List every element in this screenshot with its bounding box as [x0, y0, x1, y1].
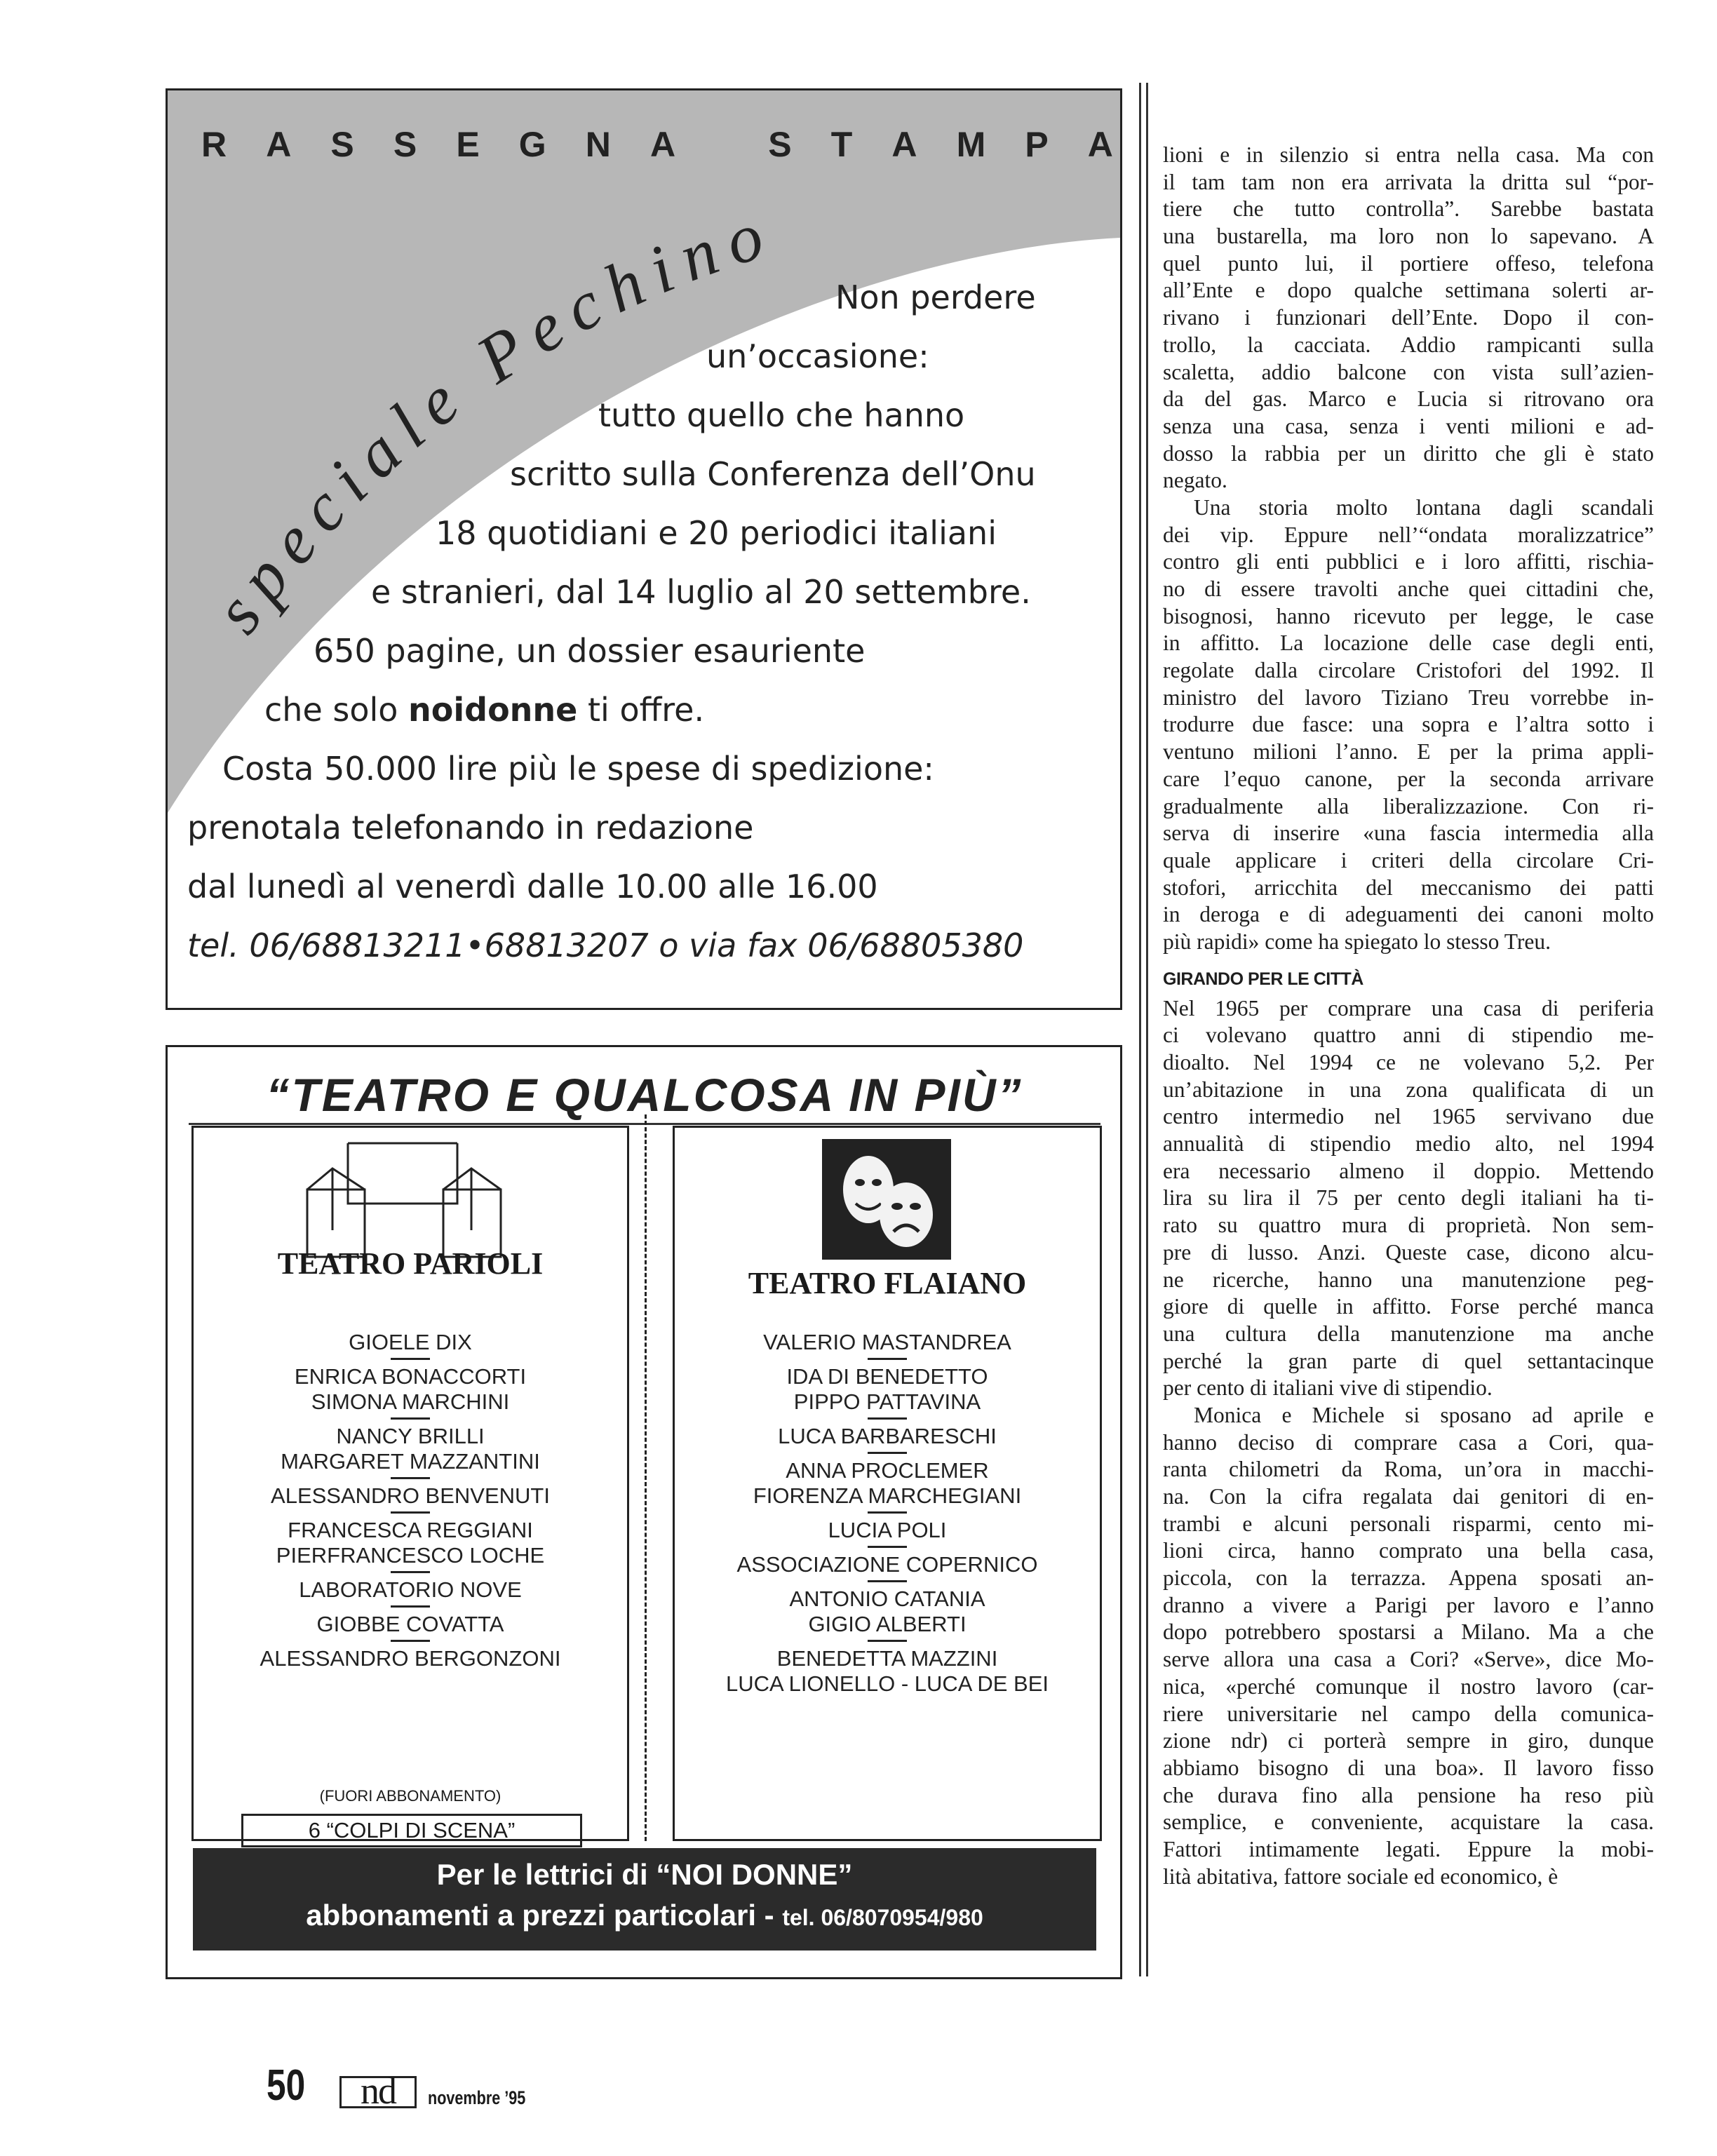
cast-entry	[194, 1577, 627, 1608]
separator-rule	[391, 1511, 430, 1514]
separator-rule	[868, 1358, 907, 1360]
separator-rule	[868, 1546, 907, 1548]
issue-date: novembre ’95	[428, 2087, 526, 2108]
article-line: in deroga e di adeguamenti dei canoni molto	[1163, 902, 1654, 927]
performer-name: VALERIO MASTANDREA	[763, 1330, 1011, 1354]
teatro-flaiano-column	[673, 1126, 1102, 1841]
article-line: abbiamo bisogno di una boa». Il lavoro fisso	[1163, 1755, 1654, 1780]
performer-name: LUCA LIONELLO - LUCA DE BEI	[725, 1671, 1049, 1696]
subscription-banner	[193, 1848, 1096, 1950]
fuori-abbonamento-note: (FUORI ABBONAMENTO)	[319, 1787, 501, 1805]
article-line: centro intermedio nel 1965 servivano due	[1163, 1104, 1654, 1129]
rassegna-stampa-ad	[166, 88, 1122, 1010]
article-line: ci volevano quattro anni di stipendio me-	[1163, 1023, 1654, 1048]
article-line: dranno a vivere a Parigi per lavoro e l’anno	[1163, 1592, 1654, 1617]
teatro-title: “TEATRO E QUALCOSA IN PIÙ”	[266, 1069, 1023, 1121]
performer-name: ANTONIO CATANIA	[789, 1586, 985, 1611]
performer-name: ANNA PROCLEMER	[786, 1458, 989, 1483]
separator-rule	[391, 1571, 430, 1573]
header-letter: N	[585, 125, 611, 164]
cast-entry	[675, 1518, 1100, 1548]
article-line: serva di inserire «una fascia intermedia alla	[1163, 821, 1654, 846]
article-line: Una storia molto lontana dagli scandali	[1194, 494, 1654, 520]
cast-entry	[194, 1330, 627, 1360]
performer-name: ASSOCIAZIONE COPERNICO	[736, 1552, 1038, 1577]
article-line: negato.	[1163, 468, 1227, 493]
header-letter: E	[456, 125, 480, 164]
section-subhead: GIRANDO PER LE CITTÀ	[1163, 969, 1364, 989]
performer-name: NANCY BRILLI	[336, 1424, 485, 1448]
article-line: na. Con la cifra regalata dai genitori di en-	[1163, 1484, 1654, 1509]
article-line: senza una casa, senza i venti milioni e ad-	[1163, 413, 1654, 438]
article-line: il tam tam non era arrivata la dritta sul “por-	[1163, 169, 1654, 194]
banner-line-2: abbonamenti a prezzi particolari - tel. 06/8070954/980	[306, 1899, 983, 1932]
article-line: rato su quattro mura di proprietà. Non sem-	[1163, 1213, 1654, 1238]
cast-entry	[194, 1364, 627, 1420]
column-rule	[1146, 83, 1148, 1976]
cast-entry	[675, 1364, 1100, 1420]
article-line: lira su lira il 75 per cento degli italiani ha ti-	[1163, 1185, 1654, 1211]
header-letter: S	[393, 125, 417, 164]
article-line: trambi e alcuni personali risparmi, cento mi-	[1163, 1511, 1654, 1536]
header-letter: A	[266, 125, 292, 164]
cast-entry	[194, 1424, 627, 1479]
performer-name: PIERFRANCESCO LOCHE	[276, 1543, 545, 1568]
separator-rule	[868, 1452, 907, 1454]
ad-line: Costa 50.000 lire più le spese di spedizione:	[222, 750, 934, 788]
performer-name: LUCA BARBARESCHI	[778, 1424, 997, 1448]
article-line: quel punto lui, il portiere offeso, telefona	[1163, 250, 1654, 276]
banner-line-1: Per le lettrici di “NOI DONNE”	[436, 1858, 853, 1891]
header-letter: R	[201, 125, 227, 164]
speciale-pechino-text: speciale Pechino	[199, 194, 784, 647]
article-line: lioni e in silenzio si entra nella casa. Ma con	[1163, 142, 1654, 167]
article-line: che durava fino alla pensione ha reso più	[1163, 1782, 1654, 1807]
article-line: stofori, arricchita del meccanismo dei patti	[1163, 875, 1654, 900]
cast-entry	[675, 1586, 1100, 1642]
header-letter: S	[768, 125, 792, 164]
ad-line: dal lunedì al venerdì dalle 10.00 alle 16.00	[187, 868, 878, 905]
ad-line: scritto sulla Conferenza dell’Onu	[510, 455, 1036, 493]
article-line: trollo, la cacciata. Addio rampicanti sulla	[1163, 332, 1654, 357]
article-line: scaletta, addio balcone con vista sull’azien-	[1163, 359, 1654, 384]
article-line: ne ricerche, hanno una manutenzione peg-	[1163, 1267, 1654, 1292]
article-line: quale applicare i criteri della circolare Cri-	[1163, 847, 1654, 872]
teatro-ad	[166, 1045, 1122, 1979]
performer-name: IDA DI BENEDETTO	[786, 1364, 988, 1389]
separator-rule	[391, 1640, 430, 1642]
cast-entry	[675, 1424, 1100, 1454]
ad-line: Non perdere	[835, 278, 1036, 316]
article-line: no di essere travolti anche quei cittadini che,	[1163, 577, 1654, 601]
header-letter: G	[518, 125, 546, 164]
colpi-di-scena-box: 6 “COLPI DI SCENA”	[241, 1814, 582, 1847]
performer-name: GIGIO ALBERTI	[808, 1612, 967, 1636]
separator-rule	[391, 1605, 430, 1608]
cast-entry	[675, 1458, 1100, 1514]
article-line: Fattori intimamente legati. Eppure la mobi-	[1163, 1836, 1654, 1861]
cast-entry	[194, 1646, 627, 1671]
cast-entry	[194, 1483, 627, 1514]
theatre-masks-icon	[822, 1139, 951, 1260]
rassegna-header	[201, 124, 1113, 165]
header-letter: A	[1087, 125, 1113, 164]
article-line: Monica e Michele si sposano ad aprile e	[1194, 1402, 1654, 1427]
performer-name: FRANCESCA REGGIANI	[288, 1518, 533, 1542]
article-line: dopo potrebbero spostarsi a Milano. Ma a che	[1163, 1619, 1654, 1645]
performer-name: ALESSANDRO BERGONZONI	[260, 1646, 561, 1671]
article-line: rivano i funzionari dell’Ente. Dopo il con-	[1163, 305, 1654, 330]
performer-name: LUCIA POLI	[828, 1518, 947, 1542]
performer-name: ALESSANDRO BENVENUTI	[271, 1483, 550, 1508]
article-line: in affitto. La locazione delle case degli enti,	[1163, 631, 1654, 656]
article-line: giore di quelle in affitto. Forse perché manca	[1163, 1294, 1654, 1319]
article-line: lità abitativa, fattore sociale ed economico, è	[1163, 1864, 1558, 1889]
article-line: gradualmente alla liberalizzazione. Con ri-	[1163, 793, 1654, 818]
performer-name: SIMONA MARCHINI	[311, 1389, 510, 1414]
article-line: bisognosi, hanno ricevuto per legge, le case	[1163, 603, 1654, 628]
separator-rule	[391, 1477, 430, 1479]
article-line: regolate dalla circolare Cristofori del 1992. Il	[1163, 658, 1654, 683]
nd-logo: nd	[339, 2076, 417, 2108]
article-column	[1163, 142, 1654, 1890]
separator-rule	[391, 1417, 430, 1420]
article-line: una cultura della manutenzione ma anche	[1163, 1321, 1654, 1346]
performer-name: GIOELE DIX	[349, 1330, 472, 1354]
ad-line: e stranieri, dal 14 luglio al 20 settembre.	[371, 573, 1031, 611]
performer-name: PIPPO PATTAVINA	[793, 1389, 981, 1414]
article-line: Nel 1965 per comprare una casa di periferia	[1163, 995, 1654, 1020]
article-line: ranta chilometri da Roma, un’ora in macchi-	[1163, 1457, 1654, 1482]
article-line: care l’equo canone, per la seconda arrivare	[1163, 766, 1654, 791]
header-letter: S	[330, 125, 354, 164]
article-line: hanno deciso di comprare casa a Cori, qua-	[1163, 1429, 1654, 1455]
separator-rule	[868, 1640, 907, 1642]
ad-line: tutto quello che hanno	[598, 396, 965, 434]
article-line: un’abitazione in una zona qualificata di un	[1163, 1077, 1654, 1102]
article-line: tiere che tutto controlla”. Sarebbe bastata	[1163, 196, 1654, 222]
banner-phone: tel. 06/8070954/980	[782, 1905, 983, 1930]
article-line: più rapidi» come ha spiegato lo stesso Treu.	[1163, 929, 1551, 954]
header-letter: T	[830, 125, 853, 164]
page-number: 50	[267, 2061, 306, 2110]
cast-entry	[675, 1646, 1100, 1697]
ad-line: che solo noidonne ti offre.	[264, 691, 705, 729]
performer-name: MARGARET MAZZANTINI	[281, 1449, 540, 1474]
article-line: piccola, con la terrazza. Appena sposati an-	[1163, 1565, 1654, 1591]
article-line: semplice, e conveniente, acquistare la casa.	[1163, 1810, 1654, 1835]
article-line: ministro del lavoro Tiziano Treu vorrebbe in-	[1163, 685, 1654, 710]
ad-line: prenotala telefonando in redazione	[187, 809, 754, 847]
article-line: dosso la rabbia per un diritto che gli è stato	[1163, 440, 1654, 466]
separator-rule	[868, 1580, 907, 1582]
teatro-parioli-column	[191, 1126, 629, 1841]
header-letter: A	[649, 125, 676, 164]
performer-name: FIORENZA MARCHEGIANI	[753, 1483, 1022, 1508]
teatro-flaiano-name: TEATRO FLAIANO	[748, 1266, 1027, 1300]
teatro-parioli-name: TEATRO PARIOLI	[277, 1246, 544, 1281]
parioli-cast-list	[194, 1330, 627, 1671]
performer-name: GIOBBE COVATTA	[316, 1612, 504, 1636]
article-line: riere universitarie nel campo della comunica-	[1163, 1701, 1654, 1726]
column-rule	[1139, 83, 1141, 1976]
noidonne-brand: noidonne	[408, 691, 578, 729]
cast-entry	[675, 1552, 1100, 1582]
article-line: zione ndr) ci porterà sempre in giro, dunque	[1163, 1728, 1654, 1753]
separator-rule	[868, 1417, 907, 1420]
article-line: all’Ente e dopo qualche settimana solerti ar-	[1163, 278, 1654, 303]
article-line: da del gas. Marco e Lucia si ritrovano ora	[1163, 386, 1654, 412]
separator-rule	[391, 1358, 430, 1360]
article-line: annualità di stipendio medio alto, nel 1994	[1163, 1131, 1654, 1157]
article-line: dioalto. Nel 1994 ce ne volevano 5,2. Per	[1163, 1050, 1654, 1074]
article-line: contro gli enti pubblici e i loro affitti, rischia-	[1163, 549, 1654, 574]
article-line: trodurre due fasce: una sopra e l’altra sotto i	[1163, 712, 1654, 737]
cast-entry	[194, 1612, 627, 1642]
ad-line: 18 quotidiani e 20 periodici italiani	[436, 514, 997, 552]
cast-entry	[675, 1330, 1100, 1360]
article-line: lioni circa, hanno comprato una bella casa,	[1163, 1538, 1654, 1563]
article-line: pre di lusso. Anzi. Queste case, dicono alcu-	[1163, 1239, 1654, 1265]
ad-line: 650 pagine, un dossier esauriente	[314, 632, 866, 670]
performer-name: LABORATORIO NOVE	[299, 1577, 522, 1602]
article-line: serve allora una casa a Cori? «Serve», dice Mo-	[1163, 1647, 1654, 1672]
flaiano-cast-list	[675, 1330, 1100, 1697]
header-letter: P	[1025, 125, 1049, 164]
header-letter: M	[956, 125, 986, 164]
separator-rule	[868, 1511, 907, 1514]
performer-name: BENEDETTA MAZZINI	[776, 1646, 998, 1671]
header-letter: A	[891, 125, 917, 164]
cast-entry	[194, 1518, 627, 1573]
header-letter	[715, 124, 729, 165]
article-line: per cento di italiani vive di stipendio.	[1163, 1375, 1493, 1401]
ad-line: un’occasione:	[706, 337, 929, 375]
article-line: dei vip. Eppure nell’“ondata moralizzatrice”	[1163, 522, 1654, 547]
article-line: era necessario almeno il doppio. Mettendo	[1163, 1158, 1654, 1183]
article-line: ventuno milioni l’anno. E per la prima appli-	[1163, 739, 1654, 764]
ad-contact-line: tel. 06/68813211•68813207 o via fax 06/68805380	[187, 927, 1024, 964]
dashed-divider	[645, 1114, 647, 1841]
article-line: nica, «perché comunque il nostro lavoro (car-	[1163, 1673, 1654, 1699]
article-line: una bustarella, ma loro non lo sapevano. A	[1163, 224, 1654, 249]
performer-name: ENRICA BONACCORTI	[294, 1364, 527, 1389]
article-line: perché la gran parte di quel settantacinque	[1163, 1348, 1654, 1373]
